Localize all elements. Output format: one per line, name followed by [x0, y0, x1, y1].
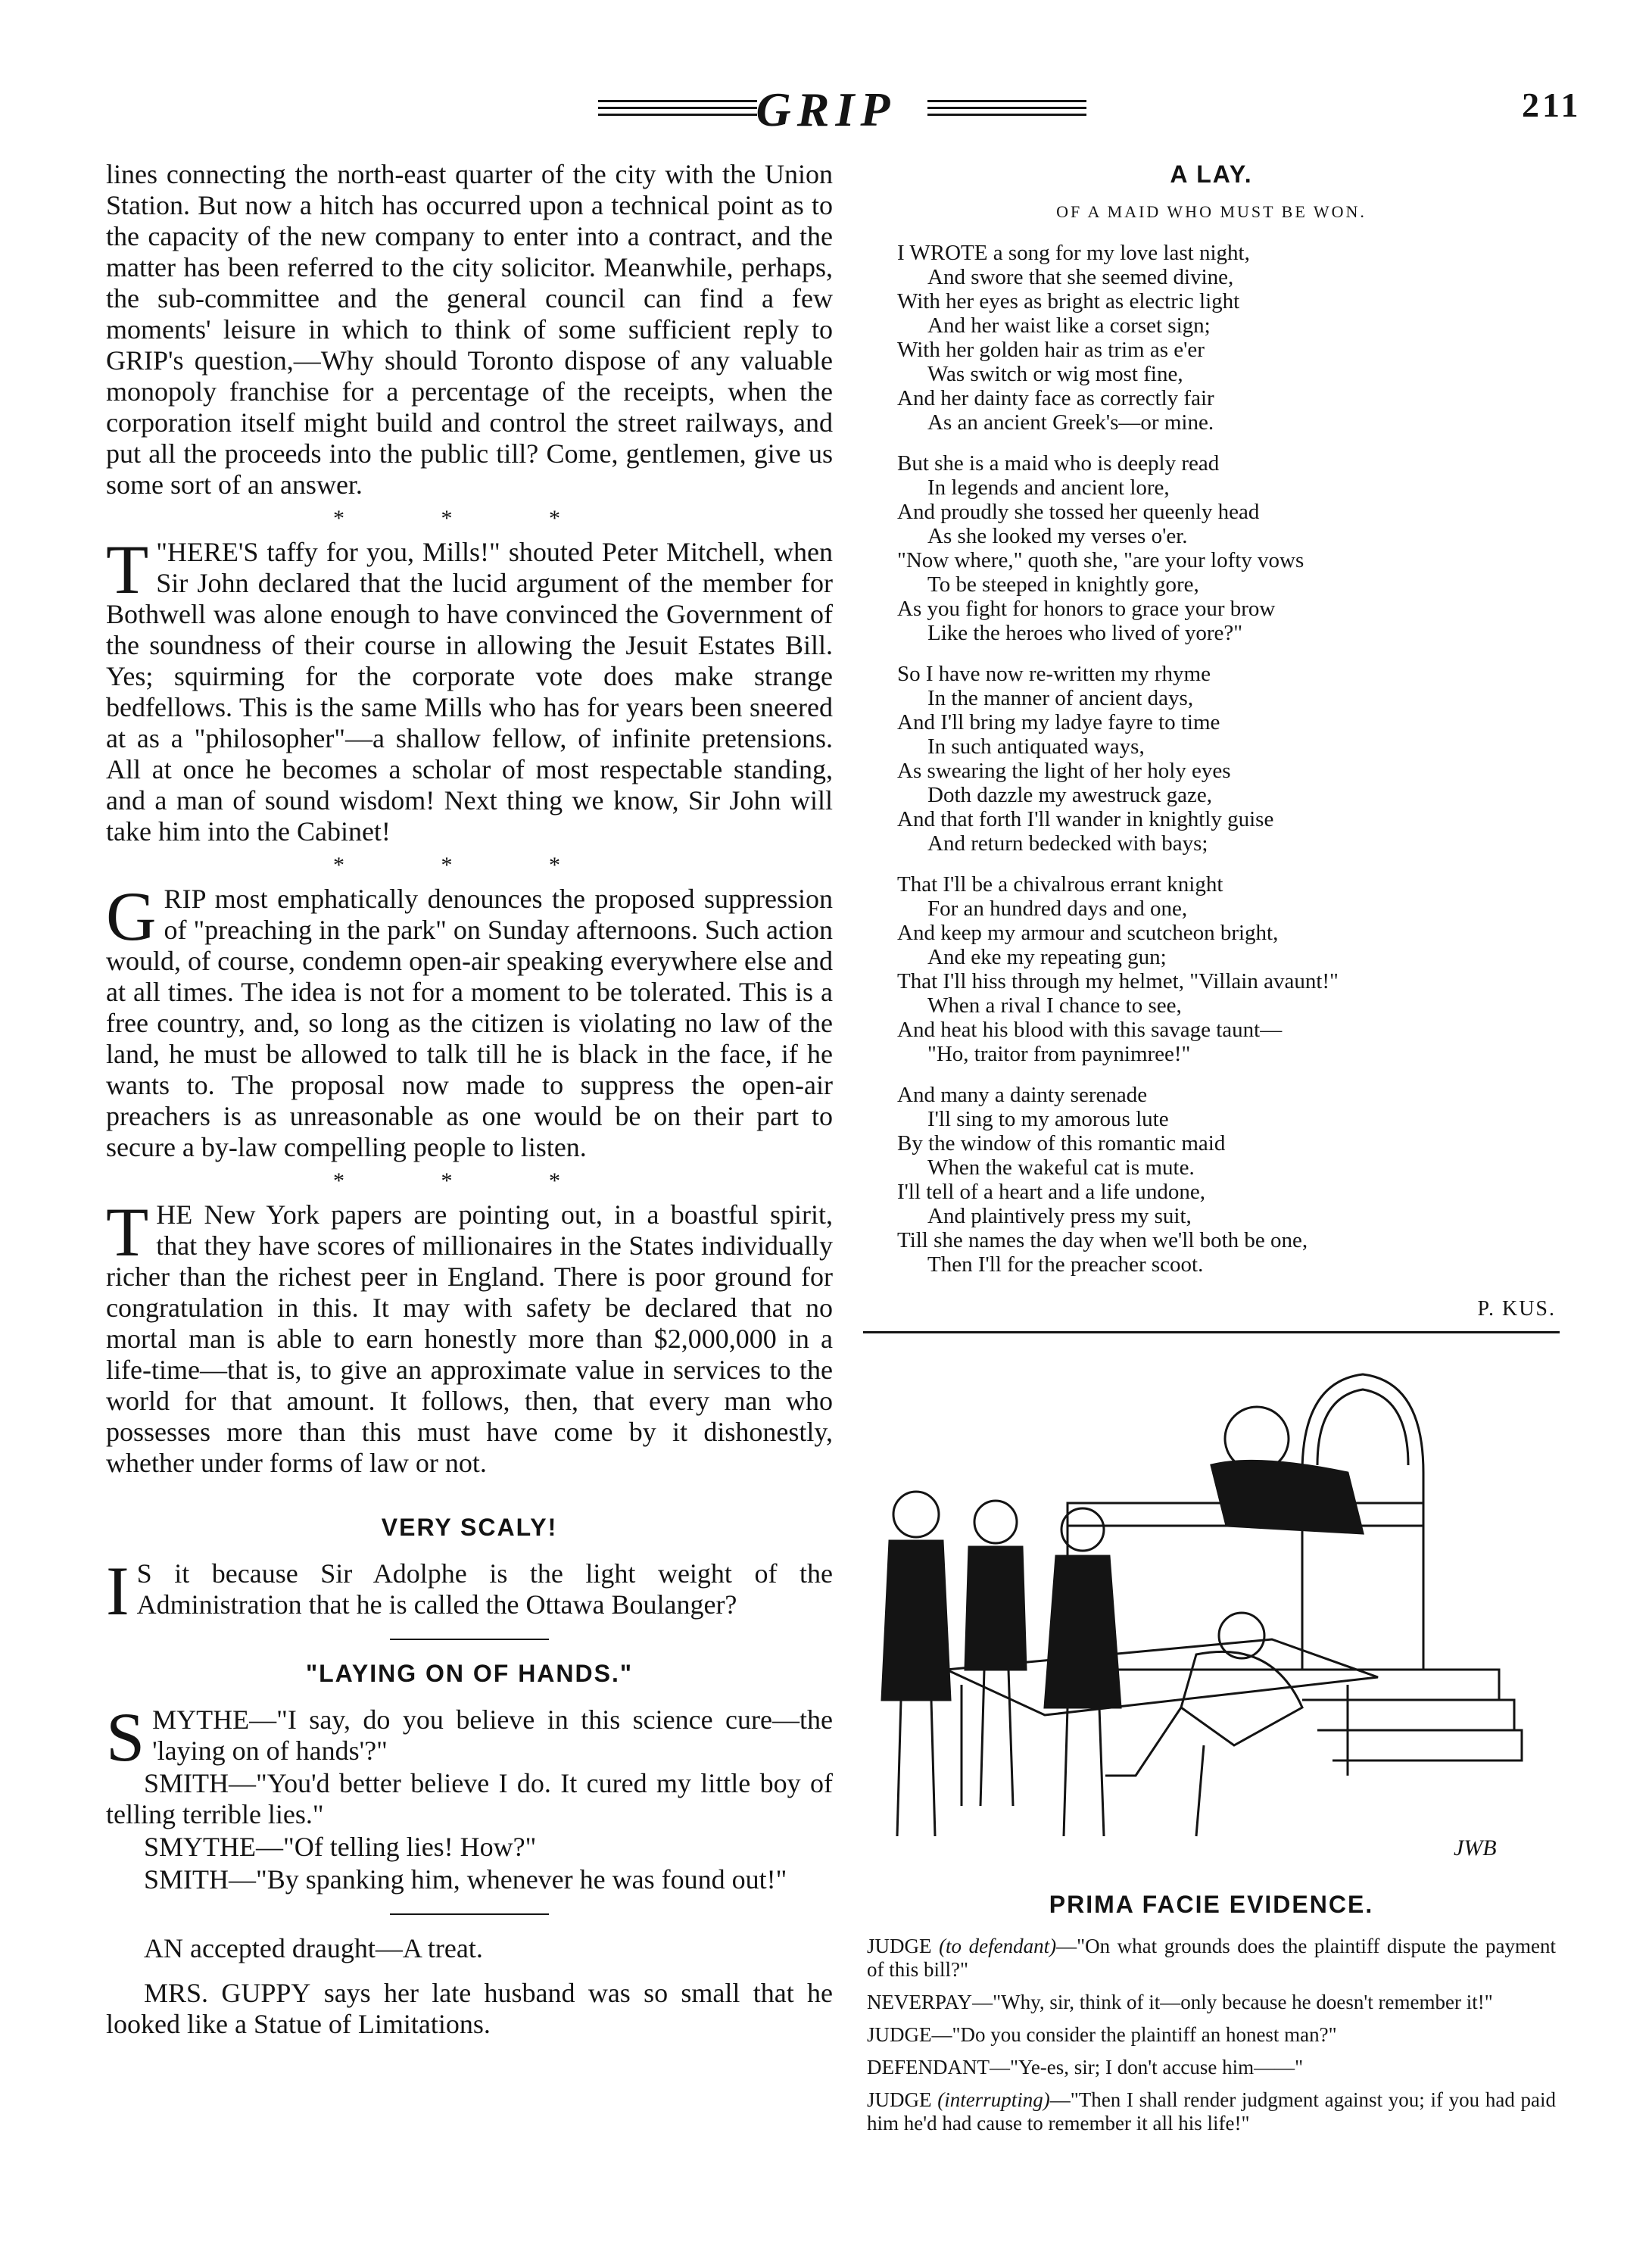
poem-line: As swearing the light of her holy eyes — [897, 759, 1231, 783]
witness-figure — [974, 1501, 1017, 1543]
poem-line: As you fight for honors to grace your brow — [897, 597, 1276, 621]
caption-text: —"Then I shall render judgment against you; if you had paid him he'd had cause to remember it all his life!" — [867, 2088, 1556, 2135]
caption-text: —"Do you consider the plaintiff an honest man?" — [931, 2023, 1337, 2046]
poem-line: I'll tell of a heart and a life undone, — [897, 1180, 1206, 1204]
column-divider — [863, 1331, 1560, 1333]
paragraph-very-scaly — [106, 1552, 833, 1629]
poem-line: In such antiquated ways, — [927, 734, 1145, 759]
speaker-name: DEFENDANT — [867, 2056, 990, 2079]
poem-line: And many a dainty serenade — [897, 1083, 1148, 1107]
paragraph-street-railways: lines connecting the north-east quarter of the city with the Union Station. But now a hitch has occurred upon a technical point as to the capacity of the new company to enter into a contract, and the matter has been referred to the city solicitor. Meanwhile, perhaps, the sub-committee and the general council can find a few moments' leisure in which to think of some sufficient reply to GRIP's question,—Why should Toronto dispose of any valuable monopoly franchise for a percentage of the receipts, when the corporation itself might build and control the street railways, and put all the proceeds into the public till? Come, gentlemen, give us some sort of an answer. — [106, 159, 833, 500]
poem-line: As she looked my verses o'er. — [927, 524, 1188, 548]
paragraph-taffy — [106, 531, 833, 847]
poem-line: And I'll bring my ladye fayre to time — [897, 710, 1220, 734]
poem-subtitle: OF A MAID WHO MUST BE WON. — [1056, 202, 1367, 221]
poem-body — [897, 241, 1556, 1277]
poem-line: Like the heroes who lived of yore?" — [927, 621, 1243, 645]
joke-lead: MRS. GUPPY — [144, 1978, 311, 2008]
caption-line-2 — [867, 1991, 1556, 2014]
cartoon-caption — [867, 1893, 1556, 2144]
poem-line: And plaintively press my suit, — [927, 1204, 1192, 1228]
poem-line: And proudly she tossed her queenly head — [897, 500, 1260, 524]
caption-line-1 — [867, 1935, 1556, 1982]
poem-line: And that forth I'll wander in knightly guise — [897, 807, 1274, 831]
stage-direction: (interrupting) — [937, 2088, 1050, 2111]
poem-line: Till she names the day when we'll both be one, — [897, 1228, 1308, 1252]
poem-line: By the window of this romantic maid — [897, 1131, 1226, 1155]
section-rule — [390, 1639, 549, 1640]
caption-text: —"On what grounds does the plaintiff dispute the payment of this bill?" — [867, 1935, 1556, 1981]
poem-line: "Ho, traitor from paynimree!" — [927, 1042, 1191, 1066]
left-column — [106, 159, 833, 2041]
speaker-name: JUDGE — [867, 2088, 932, 2111]
poem-line: In legends and ancient lore, — [927, 476, 1170, 500]
poem-line: That I'll hiss through my helmet, "Villain avaunt!" — [897, 969, 1339, 993]
caption-text: —"Ye-es, sir; I don't accuse him——" — [990, 2056, 1304, 2079]
joke-guppy — [106, 1978, 833, 2040]
poem-line: That I'll be a chivalrous errant knight — [897, 872, 1223, 897]
dialog-text: —"By spanking him, whenever he was found out!" — [229, 1864, 787, 1895]
cartoon-signature: JWB — [1454, 1835, 1497, 1860]
speaker-name: JUDGE — [867, 2023, 932, 2046]
paragraph-millionaires — [106, 1193, 833, 1479]
poem-line: "Now where," quoth she, "are your lofty vows — [897, 548, 1304, 572]
poem-stanza — [897, 451, 1556, 645]
opening-quote: " — [156, 537, 167, 567]
page-number: 211 — [1522, 86, 1582, 124]
courtroom-cartoon — [878, 1352, 1529, 1870]
stage-direction: (to defendant) — [939, 1935, 1057, 1957]
section-stars: * * * — [333, 853, 606, 878]
plaintiff-figure — [893, 1492, 939, 1537]
masthead-rule-right — [927, 100, 1086, 120]
speaker-name: NEVERPAY — [867, 1991, 973, 2013]
joke-draught — [106, 1933, 833, 1964]
dialog-smith-2 — [106, 1864, 833, 1895]
poem-line: So I have now re-written my rhyme — [897, 662, 1211, 686]
drop-cap: T — [106, 1193, 149, 1271]
drop-cap: G — [106, 878, 157, 955]
poem-line: In the manner of ancient days, — [927, 686, 1194, 710]
dialog-smythe-1-text: MYTHE—"I say, do you believe in this science cure—the 'laying on of hands'?" — [152, 1704, 833, 1766]
poem-line: And heat his blood with this savage taunt— — [897, 1018, 1283, 1042]
poem-stanza — [897, 662, 1556, 856]
joke-lead: AN — [144, 1933, 183, 1963]
poem-line: Then I'll for the preacher scoot. — [927, 1252, 1204, 1277]
section-stars: * * * — [333, 1168, 606, 1193]
poem-line: And her dainty face as correctly fair — [897, 386, 1214, 410]
speaker-name: SMITH — [144, 1864, 229, 1895]
judge-bench — [1068, 1503, 1423, 1670]
dialog-smythe-1 — [106, 1698, 833, 1776]
right-column — [867, 159, 1556, 1324]
dialog-text: —"You'd better believe I do. It cured my little boy of telling terrible lies." — [106, 1768, 833, 1829]
dialog-smythe-2 — [106, 1832, 833, 1863]
paragraph-millionaires-text: HE New York papers are pointing out, in a boastful spirit, that they have scores of millionaires in the States individually richer than the richest peer in England. There is poor ground for congratulation in this. It may with safety be declared that no mortal man is able to earn honestly more than $2,000,000 in a life-time—that is, to give an approximate value in services to the world for that amount. It follows, then, that every man who possesses more than this must have come by it dishonestly, whether under forms of law or not. — [106, 1199, 833, 1478]
speaker-name: JUDGE — [867, 1935, 932, 1957]
poem-line: And her waist like a corset sign; — [927, 313, 1211, 338]
drop-cap: T — [106, 531, 149, 608]
poem-line: I'll sing to my amorous lute — [927, 1107, 1169, 1131]
cartoon-title: PRIMA FACIE EVIDENCE. — [1049, 1891, 1374, 1918]
poem-line: And swore that she seemed divine, — [927, 265, 1234, 289]
joke-text: says her late husband was so small that he looked like a Statue of Limitations. — [106, 1978, 833, 2039]
poem-line: And return bedecked with bays; — [927, 831, 1208, 856]
poem-line: I WROTE a song for my love last night, — [897, 241, 1250, 265]
joke-text: accepted draught—A treat. — [183, 1933, 483, 1963]
paragraph-preaching — [106, 878, 833, 1163]
poem-line: For an hundred days and one, — [927, 897, 1188, 921]
caption-line-4 — [867, 2056, 1556, 2079]
masthead — [0, 76, 1652, 144]
poem-line: When a rival I chance to see, — [927, 993, 1182, 1018]
dialog-smith-1 — [106, 1768, 833, 1830]
caption-text: —"Why, sir, think of it—only because he doesn't remember it!" — [972, 1991, 1493, 2013]
masthead-title: GRIP — [756, 83, 896, 136]
poem-line: With her eyes as bright as electric light — [897, 289, 1240, 313]
speaker-name: SMYTHE — [144, 1832, 257, 1862]
section-stars: * * * — [333, 506, 606, 531]
poem-line: Doth dazzle my awestruck gaze, — [927, 783, 1213, 807]
paragraph-taffy-text: HERE'S taffy for you, Mills!" shouted Peter Mitchell, when Sir John declared that the lucid argument of the member for Bothwell was alone enough to have convinced the Government of the soundness of their course in allowing the Jesuit Estates Bill. Yes; squirming for the corporate vote does make strange bedfellows. This is the same Mills who has for years been sneered at as a "philosopher"—a shallow fellow, of infinite pretensions. All at once he becomes a scholar of most respectable standing, and a man of sound wisdom! Next thing we know, Sir John will take him into the Cabinet! — [106, 537, 833, 847]
section-rule — [390, 1913, 549, 1915]
dialog-text: —"Of telling lies! How?" — [256, 1832, 537, 1862]
poem-line: But she is a maid who is deeply read — [897, 451, 1220, 476]
heading-laying-on-of-hands: "LAYING ON OF HANDS." — [305, 1660, 634, 1687]
speaker-name: SMITH — [144, 1768, 229, 1798]
poem-line: And keep my armour and scutcheon bright, — [897, 921, 1279, 945]
poem-line: As an ancient Greek's—or mine. — [927, 410, 1214, 435]
poem-title: A LAY. — [1170, 161, 1253, 188]
poem-line: To be steeped in knightly gore, — [927, 572, 1199, 597]
heading-very-scaly: VERY SCALY! — [381, 1514, 558, 1541]
poem-line: Was switch or wig most fine, — [927, 362, 1183, 386]
paragraph-preaching-text: RIP most emphatically denounces the proposed suppression of "preaching in the park" on Sunday afternoons. Such action would, of course, condemn open-air speaking everywhere else and at all times. The idea is not for a moment to be tolerated. This is a free country, and, so long as the citizen is violating no law of the land, he must be allowed to talk till he is black in the face, if he wants to. The proposal now made to suppress the open-air preachers is as unreasonable as one would be on their part to secure a by-law compelling people to listen. — [106, 884, 833, 1162]
poem-line: When the wakeful cat is mute. — [927, 1155, 1195, 1180]
poem-stanza — [897, 1083, 1556, 1277]
poem-stanza — [897, 241, 1556, 435]
drop-cap: S — [106, 1698, 145, 1776]
poem-line: And eke my repeating gun; — [927, 945, 1167, 969]
drop-cap: I — [106, 1552, 129, 1629]
caption-line-3 — [867, 2023, 1556, 2047]
poem-line: With her golden hair as trim as e'er — [897, 338, 1205, 362]
paragraph-very-scaly-text: S it because Sir Adolphe is the light weight of the Administration that he is called the Ottawa Boulanger? — [136, 1558, 833, 1620]
caption-line-5 — [867, 2088, 1556, 2135]
poem-signature: P. KUS. — [1477, 1297, 1556, 1321]
poem-stanza — [897, 872, 1556, 1066]
